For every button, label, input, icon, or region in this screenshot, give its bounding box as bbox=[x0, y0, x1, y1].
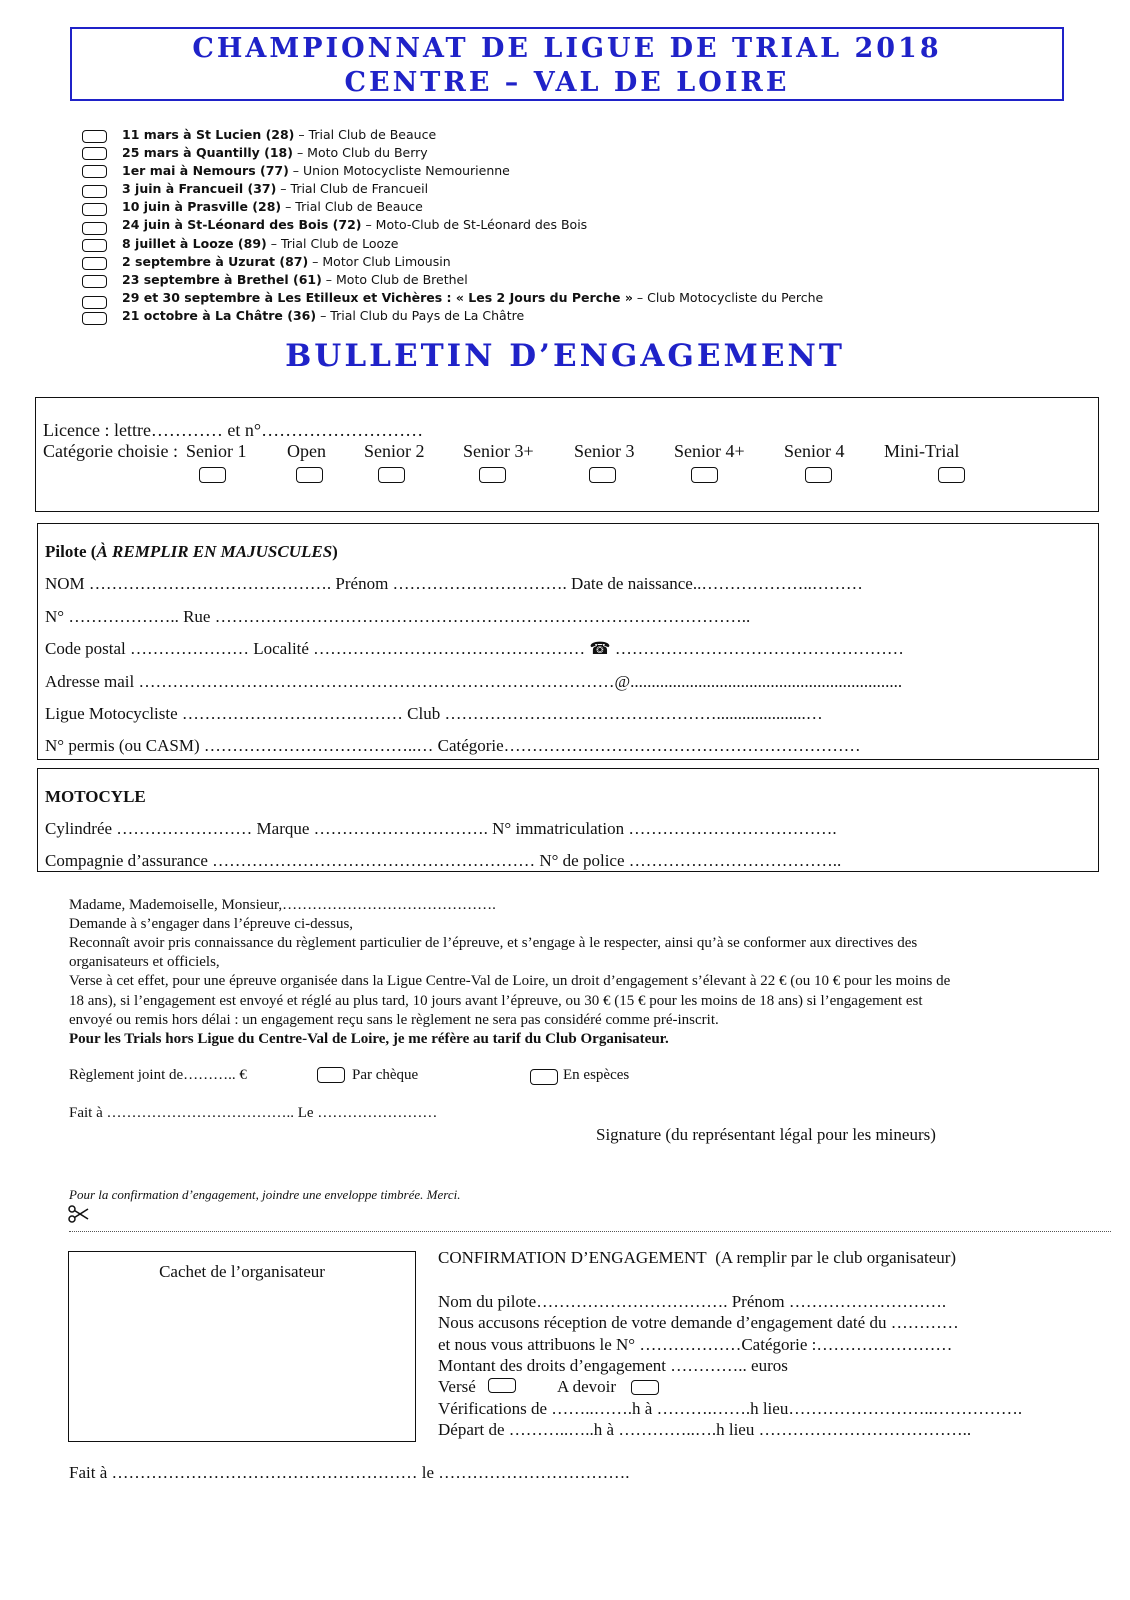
cachet-box bbox=[68, 1251, 416, 1442]
cheque-checkbox[interactable] bbox=[317, 1067, 345, 1083]
verse-label: Versé bbox=[438, 1377, 476, 1396]
bottom-fait-line[interactable]: Fait à ……………………………………………… le ……………………………. bbox=[69, 1463, 630, 1482]
categorie-label: Catégorie choisie : bbox=[43, 441, 178, 461]
cylindree-line[interactable]: Cylindrée …………………… Marque …………………………. N° immatriculation ………………………………. bbox=[45, 819, 837, 838]
confirmation-title: CONFIRMATION D’ENGAGEMENT (A remplir par le club organisateur) bbox=[438, 1248, 957, 1267]
scissors-icon bbox=[68, 1205, 90, 1223]
category-label-senior-3: Senior 3 bbox=[574, 441, 635, 461]
event-checkbox[interactable] bbox=[82, 312, 107, 325]
signature-label: Signature (du représentant légal pour les mineurs) bbox=[596, 1125, 936, 1144]
event-club: – Moto Club du Berry bbox=[292, 145, 428, 160]
category-label-senior-4: Senior 4 bbox=[784, 441, 845, 461]
category-checkbox-senior-3[interactable] bbox=[589, 467, 616, 483]
assurance-line[interactable]: Compagnie d’assurance ………………………………………………… N° de police ……………………………….. bbox=[45, 851, 842, 870]
verifications-line[interactable]: Vérifications de ……..…….h à ……….…….h lieu……………………..……………. bbox=[438, 1399, 1023, 1418]
code-postal-line[interactable]: Code postal ………………… Localité ………………………………………… ☎ …………………………………………… bbox=[45, 639, 904, 658]
event-date-place: 23 septembre à Brethel (61) bbox=[122, 272, 322, 287]
event-club: – Trial Club de Beauce bbox=[281, 199, 423, 214]
cut-line bbox=[69, 1231, 1111, 1232]
rue-line[interactable]: N° ……………….. Rue ………………………………………………………………………………….. bbox=[45, 607, 751, 626]
event-checkbox[interactable] bbox=[82, 239, 107, 252]
category-label-senior-3plus: Senior 3+ bbox=[463, 441, 534, 461]
event-checkbox[interactable] bbox=[82, 147, 107, 160]
category-label-senior-1: Senior 1 bbox=[186, 441, 247, 461]
event-club: – Moto-Club de St-Léonard des Bois bbox=[361, 217, 588, 232]
attribution-line[interactable]: et nous vous attribuons le N° ………………Catégorie :…………………… bbox=[438, 1335, 953, 1354]
event-checkbox[interactable] bbox=[82, 275, 107, 288]
event-text bbox=[122, 163, 510, 178]
event-club: – Club Motocycliste du Perche bbox=[632, 290, 824, 305]
event-text bbox=[122, 272, 468, 287]
event-club: – Moto Club de Brethel bbox=[321, 272, 468, 287]
event-text bbox=[122, 199, 423, 214]
declaration-bold-line: Pour les Trials hors Ligue du Centre-Val de Loire, je me réfère au tarif du Club Organisateur. bbox=[69, 1031, 669, 1047]
category-label-senior-4plus: Senior 4+ bbox=[674, 441, 745, 461]
accuse-line[interactable]: Nous accusons réception de votre demande d’engagement daté du ………… bbox=[438, 1313, 959, 1332]
adresse-mail-line[interactable]: Adresse mail …………………………………………………………………………@................................................................ bbox=[45, 672, 903, 691]
event-date-place: 11 mars à St Lucien (28) bbox=[122, 127, 295, 142]
event-date-place: 25 mars à Quantilly (18) bbox=[122, 145, 293, 160]
category-label-mini-trial: Mini-Trial bbox=[884, 441, 960, 461]
event-club: – Trial Club du Pays de La Châtre bbox=[316, 308, 525, 323]
declaration-line-7: envoyé ou remis hors délai : un engagement reçu sans le règlement ne sera pas considéré comme pré-inscrit. bbox=[69, 1012, 719, 1028]
a-devoir-label: A devoir bbox=[557, 1377, 617, 1396]
licence-line[interactable]: Licence : lettre………… et n°……………………… bbox=[43, 420, 424, 440]
event-checkbox[interactable] bbox=[82, 130, 107, 143]
declaration-line-6: 18 ans), si l’engagement est envoyé et réglé au plus tard, 10 jours avant l’épreuve, ou 30 € (15 € pour les moins de 18 ans) si l’engagement est bbox=[69, 993, 923, 1009]
event-text bbox=[122, 290, 823, 305]
event-club: – Trial Club de Francueil bbox=[276, 181, 429, 196]
a-devoir-checkbox[interactable] bbox=[631, 1380, 659, 1395]
pilote-box bbox=[37, 523, 1099, 760]
category-checkbox-senior-1[interactable] bbox=[199, 467, 226, 483]
event-text bbox=[122, 236, 398, 251]
category-checkbox-mini-trial[interactable] bbox=[938, 467, 965, 483]
event-checkbox[interactable] bbox=[82, 257, 107, 270]
event-date-place: 29 et 30 septembre à Les Etilleux et Vichères : « Les 2 Jours du Perche » bbox=[122, 290, 633, 305]
event-text bbox=[122, 127, 436, 142]
especes-checkbox[interactable] bbox=[530, 1069, 558, 1085]
event-club: – Motor Club Limousin bbox=[308, 254, 451, 269]
bulletin-title: BULLETIN D’ENGAGEMENT bbox=[285, 338, 845, 374]
event-text bbox=[122, 254, 451, 269]
declaration-line-1[interactable]: Madame, Mademoiselle, Monsieur,……………………………………. bbox=[69, 897, 496, 913]
nom-line[interactable]: NOM ……………………………………. Prénom …………………………. Date de naissance..………………..……… bbox=[45, 574, 863, 593]
event-date-place: 3 juin à Francueil (37) bbox=[122, 181, 277, 196]
cachet-label: Cachet de l’organisateur bbox=[159, 1262, 325, 1281]
event-club: – Trial Club de Beauce bbox=[294, 127, 437, 142]
event-checkbox[interactable] bbox=[82, 203, 107, 216]
motocycle-box bbox=[37, 768, 1099, 872]
pilote-heading: Pilote (À REMPLIR EN MAJUSCULES) bbox=[45, 542, 338, 561]
event-date-place: 24 juin à St-Léonard des Bois (72) bbox=[122, 217, 362, 232]
declaration-line-2: Demande à s’engager dans l’épreuve ci-dessus, bbox=[69, 916, 354, 932]
category-checkbox-senior-2[interactable] bbox=[378, 467, 405, 483]
cheque-label: Par chèque bbox=[352, 1067, 419, 1083]
permis-line[interactable]: N° permis (ou CASM) ………………………………..… Catégorie……………………………………………………… bbox=[45, 736, 861, 755]
category-checkbox-senior-4plus[interactable] bbox=[691, 467, 718, 483]
category-label-open: Open bbox=[287, 441, 326, 461]
event-club: – Union Motocycliste Nemourienne bbox=[288, 163, 510, 178]
declaration-line-3: Reconnaît avoir pris connaissance du règlement particulier de l’épreuve, et s’engage à le respecter, ainsi qu’à se conformer aux directives des bbox=[69, 935, 918, 951]
especes-label: En espèces bbox=[563, 1067, 630, 1083]
event-checkbox[interactable] bbox=[82, 165, 107, 178]
reglement-line[interactable]: Règlement joint de……….. € bbox=[69, 1067, 247, 1083]
event-checkbox[interactable] bbox=[82, 222, 107, 235]
event-date-place: 1er mai à Nemours (77) bbox=[122, 163, 289, 178]
event-text bbox=[122, 181, 428, 196]
event-date-place: 10 juin à Prasville (28) bbox=[122, 199, 282, 214]
event-checkbox[interactable] bbox=[82, 185, 107, 198]
declaration-line-4: organisateurs et officiels, bbox=[69, 954, 220, 970]
event-club: – Trial Club de Looze bbox=[266, 236, 399, 251]
declaration-line-5: Verse à cet effet, pour une épreuve organisée dans la Ligue Centre-Val de Loire, un droit d’engagement s’élevant à 22 € (ou 10 € pour les moins de bbox=[69, 973, 951, 989]
region-title: CENTRE – VAL DE LOIRE bbox=[344, 67, 790, 98]
championship-title: CHAMPIONNAT DE LIGUE DE TRIAL 2018 bbox=[192, 33, 942, 64]
event-text bbox=[122, 217, 587, 232]
event-text bbox=[122, 308, 524, 323]
event-checkbox[interactable] bbox=[82, 296, 107, 309]
nom-pilote-line[interactable]: Nom du pilote……………………………. Prénom ………………………. bbox=[438, 1292, 947, 1311]
depart-line[interactable]: Départ de ………..…..h à …………..….h lieu ……………………………….. bbox=[438, 1420, 972, 1439]
event-text bbox=[122, 145, 428, 160]
motocycle-heading: MOTOCYLE bbox=[45, 787, 146, 806]
event-date-place: 21 octobre à La Châtre (36) bbox=[122, 308, 317, 323]
verse-checkbox[interactable] bbox=[488, 1378, 516, 1393]
event-date-place: 2 septembre à Uzurat (87) bbox=[122, 254, 309, 269]
category-checkbox-senior-3plus[interactable] bbox=[479, 467, 506, 483]
ligue-club-line[interactable]: Ligue Motocycliste ………………………………… Club ………………………………………….....................… bbox=[45, 704, 823, 723]
event-date-place: 8 juillet à Looze (89) bbox=[122, 236, 267, 251]
category-label-senior-2: Senior 2 bbox=[364, 441, 425, 461]
category-checkbox-senior-4[interactable] bbox=[805, 467, 832, 483]
title-box bbox=[70, 27, 1064, 101]
category-checkbox-open[interactable] bbox=[296, 467, 323, 483]
enveloppe-note: Pour la confirmation d’engagement, joindre une enveloppe timbrée. Merci. bbox=[69, 1187, 461, 1202]
montant-line[interactable]: Montant des droits d’engagement ………….. euros bbox=[438, 1356, 788, 1375]
fait-line[interactable]: Fait à ……………………………….. Le …………………… bbox=[69, 1105, 438, 1121]
